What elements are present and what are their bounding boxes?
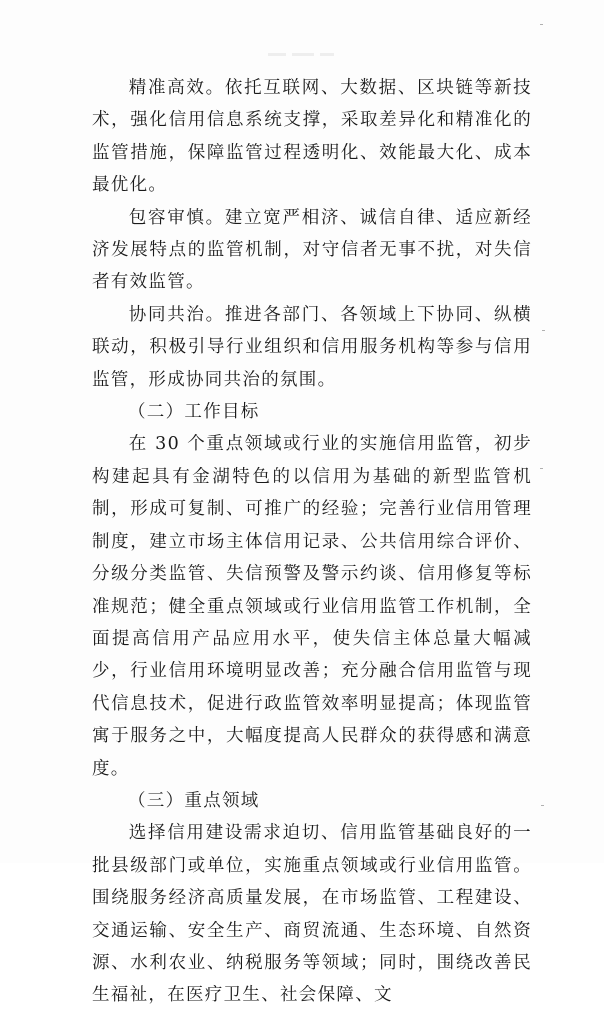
paragraph-collaborative-governance: 协同共治。推进各部门、各领域上下协同、纵横联动，积极引导行业组织和信用服务机构等参与信用监管，形成协同共治的氛围。: [92, 304, 532, 390]
section-heading-work-goals: （二）工作目标: [128, 402, 260, 423]
scan-speck: [540, 24, 543, 25]
scan-speck: [542, 330, 545, 331]
paragraph-work-goals: 在 30 个重点领域或行业的实施信用监管，初步构建起具有金湖特色的以信用为基础的新型监管机制，形成可复制、可推广的经验；完善行业信用管理制度，建立市场主体信用记录、公共信用综合评价、分级分类监管、失信预警及警示约谈、信用修复等标准规范；健全重点领域或行业信用监管工作机制，全面提高信用产品应用水平，使失信主体总量大幅减少，行业信用环境明显改善；充分融合信用监管与现代信息技术，促进行政监管效率明显提高；体现监管寓于服务之中，大幅度提高人民群众的获得感和满意度。: [92, 434, 532, 779]
faint-header-mark: [268, 44, 340, 54]
section-heading-key-areas: （三）重点领域: [128, 790, 260, 811]
scan-speck: [540, 468, 543, 469]
paragraph-inclusive-prudent: 包容审慎。建立宽严相济、诚信自律、适应新经济发展特点的监管机制，对守信者无事不扰，对失信者有效监管。: [92, 207, 532, 293]
paragraph-precise-efficient: 精准高效。依托互联网、大数据、区块链等新技术，强化信用信息系统支撑，采取差异化和精准化的监管措施，保障监管过程透明化、效能最大化、成本最优化。: [92, 78, 532, 196]
scan-speck: [541, 805, 544, 806]
paragraph-key-areas: 选择信用建设需求迫切、信用监管基础良好的一批县级部门或单位，实施重点领域或行业信用监管。围绕服务经济高质量发展，在市场监管、工程建设、交通运输、安全生产、商贸流通、生态环境、自然资源、水利农业、纳税服务等领域；同时，围绕改善民生福祉，在医疗卫生、社会保障、文: [92, 823, 532, 1006]
document-body: [92, 72, 532, 1012]
